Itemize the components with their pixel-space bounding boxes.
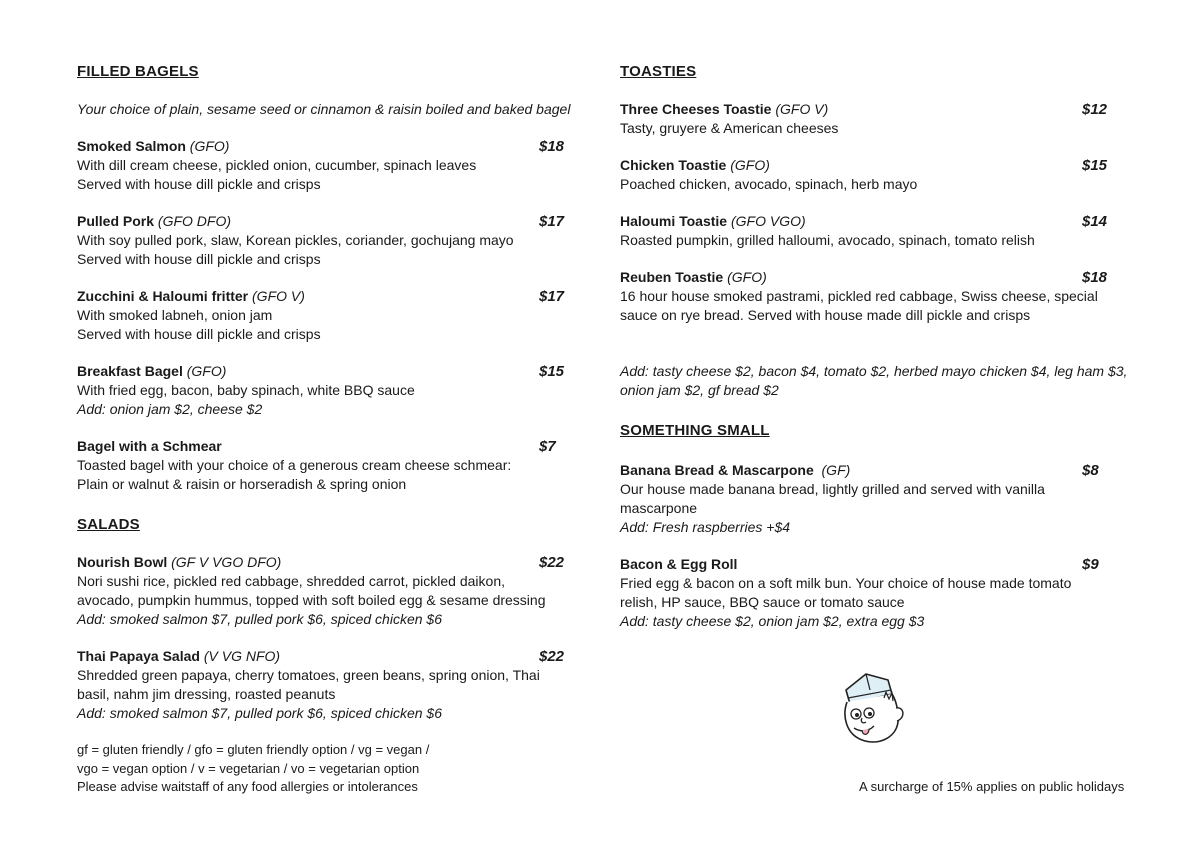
item-name: Haloumi Toastie — [620, 213, 728, 229]
item-description: Toasted bagel with your choice of a generous cream cheese schmear: — [77, 457, 512, 473]
item-price: $15 — [1082, 157, 1108, 174]
item-price: $22 — [539, 554, 565, 571]
item-description: Plain or walnut & raisin or horseradish & spring onion — [77, 476, 407, 492]
item-name: Nourish Bowl — [77, 554, 168, 570]
item-price: $7 — [539, 438, 556, 455]
item-name: Zucchini & Haloumi fritter — [77, 288, 249, 304]
menu-item — [620, 555, 1125, 631]
item-tag: (GFO DFO) — [154, 213, 232, 229]
item-name: Reuben Toastie — [620, 269, 724, 285]
item-description: Nori sushi rice, pickled red cabbage, shredded carrot, pickled daikon, — [77, 573, 506, 589]
item-description: Tasty, gruyere & American cheeses — [620, 120, 839, 136]
item-name: Three Cheeses Toastie — [620, 101, 772, 117]
section-title-filled-bagels: FILLED BAGELS — [77, 63, 199, 80]
item-price: $17 — [539, 213, 565, 230]
item-description: Our house made banana bread, lightly grilled and served with vanilla — [620, 481, 1045, 497]
item-price: $18 — [539, 138, 565, 155]
item-price: $8 — [1082, 462, 1099, 479]
item-price: $9 — [1082, 556, 1099, 573]
chef-mascot-icon — [836, 668, 910, 748]
item-name: Pulled Pork — [77, 213, 155, 229]
menu-item — [620, 212, 1125, 250]
item-description: With dill cream cheese, pickled onion, cucumber, spinach leaves — [77, 157, 477, 173]
legend-line: vgo = vegan option / v = vegetarian / vo = vegetarian option — [77, 760, 420, 776]
item-description: mascarpone — [620, 500, 698, 516]
menu-item — [620, 461, 1125, 537]
item-description: With soy pulled pork, slaw, Korean pickles, coriander, gochujang mayo — [77, 232, 514, 248]
bagel-intro: Your choice of plain, sesame seed or cinnamon & raisin boiled and baked bagel — [77, 101, 571, 117]
menu-item — [620, 268, 1125, 325]
item-add-ons: Add: tasty cheese $2, onion jam $2, extra egg $3 — [620, 613, 925, 629]
item-description: Fried egg & bacon on a soft milk bun. Your choice of house made tomato — [620, 575, 1072, 591]
item-description: Served with house dill pickle and crisps — [77, 176, 321, 192]
item-tag: (GFO V) — [771, 101, 829, 117]
toastie-add-ons — [620, 362, 1128, 400]
menu-item — [77, 287, 577, 344]
menu-item — [620, 156, 1125, 194]
item-description: Served with house dill pickle and crisps — [77, 251, 321, 267]
item-description: avocado, pumpkin hummus, topped with soft boiled egg & sesame dressing — [77, 592, 546, 608]
item-price: $17 — [539, 288, 565, 305]
item-price: $15 — [539, 363, 565, 380]
menu-item — [77, 212, 577, 269]
item-name: Bagel with a Schmear — [77, 438, 222, 454]
dietary-legend — [77, 741, 429, 797]
item-add-ons: Add: onion jam $2, cheese $2 — [77, 401, 263, 417]
menu-item — [77, 647, 577, 723]
item-tag: (GFO) — [723, 269, 767, 285]
item-description: With smoked labneh, onion jam — [77, 307, 273, 323]
add-ons-line: onion jam $2, gf bread $2 — [620, 382, 779, 398]
item-description: Roasted pumpkin, grilled halloumi, avocado, spinach, tomato relish — [620, 232, 1035, 248]
item-tag: (GFO) — [182, 363, 227, 379]
item-description: relish, HP sauce, BBQ sauce or tomato sauce — [620, 594, 905, 610]
item-tag: (GFO VGO) — [727, 213, 806, 229]
item-add-ons: Add: smoked salmon $7, pulled pork $6, spiced chicken $6 — [77, 611, 442, 627]
item-tag: (GFO) — [726, 157, 770, 173]
item-name: Thai Papaya Salad — [77, 648, 200, 664]
item-description: With fried egg, bacon, baby spinach, white BBQ sauce — [77, 382, 415, 398]
legend-line: gf = gluten friendly / gfo = gluten friendly option / vg = vegan / — [77, 742, 430, 757]
item-tag: (GFO V) — [248, 288, 305, 304]
item-tag: (V VG NFO) — [199, 648, 281, 664]
item-add-ons: Add: smoked salmon $7, pulled pork $6, spiced chicken $6 — [77, 705, 442, 721]
item-name: Banana Bread & Mascarpone — [620, 462, 814, 478]
item-price: $14 — [1082, 213, 1108, 230]
item-description: basil, nahm jim dressing, roasted peanuts — [77, 686, 336, 702]
item-name: Chicken Toastie — [620, 157, 727, 173]
item-name: Smoked Salmon — [77, 138, 186, 154]
item-description: sauce on rye bread. Served with house made dill pickle and crisps — [620, 307, 1031, 323]
menu-item — [77, 553, 577, 629]
section-title-toasties: TOASTIES — [620, 63, 697, 80]
item-price: $12 — [1082, 101, 1108, 118]
item-tag: (GFO) — [185, 138, 230, 154]
item-tag: (GF) — [813, 462, 851, 478]
menu-item — [77, 362, 577, 419]
section-title-salads: SALADS — [77, 516, 140, 533]
item-description: Shredded green papaya, cherry tomatoes, green beans, spring onion, Thai — [77, 667, 540, 683]
add-ons-line: Add: tasty cheese $2, bacon $4, tomato $2, herbed mayo chicken $4, leg ham $3, — [620, 363, 1128, 379]
allergy-notice: Please advise waitstaff of any food allergies or intolerances — [77, 779, 418, 794]
item-name: Breakfast Bagel — [77, 363, 183, 379]
item-description: Served with house dill pickle and crisps — [77, 326, 321, 342]
item-name: Bacon & Egg Roll — [620, 556, 738, 572]
holiday-surcharge-notice: A surcharge of 15% applies on public holidays — [859, 779, 1125, 794]
item-tag: (GF V VGO DFO) — [167, 554, 282, 570]
section-title-something-small: SOMETHING SMALL — [620, 422, 770, 439]
menu-item — [620, 100, 1125, 138]
item-price: $18 — [1082, 269, 1108, 286]
menu-item — [77, 437, 577, 494]
menu-item — [77, 137, 577, 194]
item-price: $22 — [539, 648, 565, 665]
item-add-ons: Add: Fresh raspberries +$4 — [620, 519, 791, 535]
item-description: 16 hour house smoked pastrami, pickled red cabbage, Swiss cheese, special — [620, 288, 1098, 304]
item-description: Poached chicken, avocado, spinach, herb mayo — [620, 176, 918, 192]
